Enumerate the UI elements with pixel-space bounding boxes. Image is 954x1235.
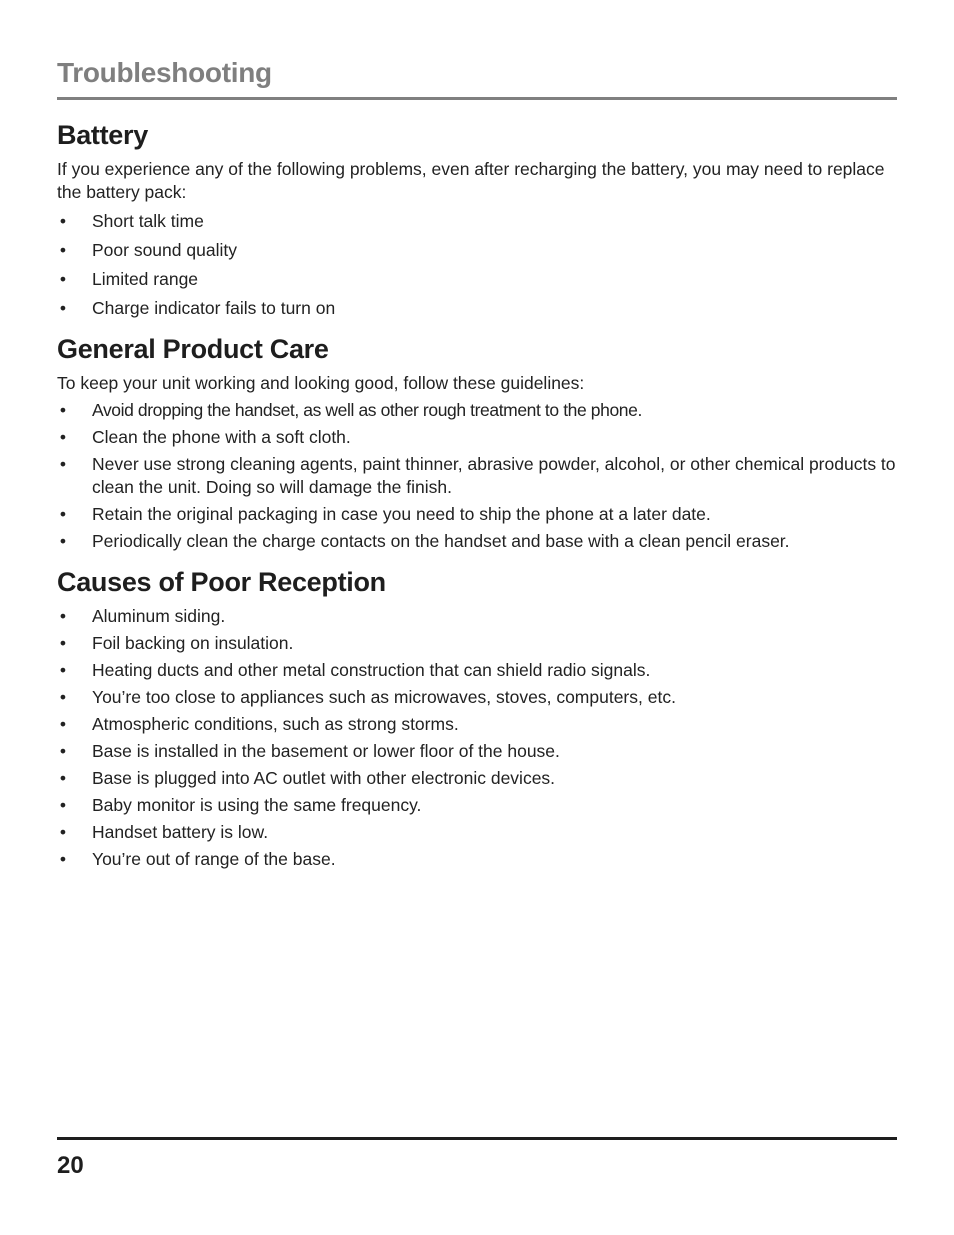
page-title: Troubleshooting bbox=[57, 57, 272, 88]
list-item-text: Never use strong cleaning agents, paint thinner, abrasive powder, alcohol, or other chemical products to clean the unit. Doing so will damage the finish. bbox=[92, 454, 896, 497]
list-item bbox=[57, 426, 897, 449]
list-item bbox=[57, 848, 897, 871]
list-item-text: Periodically clean the charge contacts on the handset and base with a clean pencil eraser. bbox=[92, 531, 790, 551]
bullet-icon: • bbox=[59, 606, 67, 626]
list-item bbox=[57, 503, 897, 526]
list-item bbox=[57, 297, 897, 320]
list-item-text: You’re out of range of the base. bbox=[92, 849, 336, 869]
list-item-text: Clean the phone with a soft cloth. bbox=[92, 427, 351, 447]
list-item-text: Charge indicator fails to turn on bbox=[92, 298, 336, 318]
product-care-section bbox=[57, 330, 897, 553]
list-item-text: Baby monitor is using the same frequency. bbox=[92, 795, 422, 815]
bullet-icon: • bbox=[59, 633, 67, 653]
bullet-icon: • bbox=[59, 298, 67, 318]
bullet-icon: • bbox=[59, 822, 67, 842]
bullet-icon: • bbox=[59, 269, 67, 289]
battery-section bbox=[57, 116, 897, 320]
list-item bbox=[57, 530, 897, 553]
battery-heading: Battery bbox=[57, 120, 148, 150]
list-item bbox=[57, 632, 897, 655]
list-item bbox=[57, 210, 897, 233]
bullet-icon: • bbox=[59, 849, 67, 869]
poor-reception-list bbox=[57, 605, 897, 871]
product-care-heading: General Product Care bbox=[57, 334, 329, 364]
list-item bbox=[57, 740, 897, 763]
list-item-text: Foil backing on insulation. bbox=[92, 633, 294, 653]
bullet-icon: • bbox=[59, 714, 67, 734]
page-number: 20 bbox=[57, 1152, 84, 1179]
list-item-text: Poor sound quality bbox=[92, 240, 237, 260]
list-item-text: Heating ducts and other metal construction that can shield radio signals. bbox=[92, 660, 651, 680]
list-item-text: Base is installed in the basement or lower floor of the house. bbox=[92, 741, 560, 761]
list-item bbox=[57, 453, 897, 499]
list-item bbox=[57, 821, 897, 844]
bullet-icon: • bbox=[59, 454, 67, 474]
page-header bbox=[57, 54, 897, 92]
poor-reception-heading: Causes of Poor Reception bbox=[57, 567, 386, 597]
bullet-icon: • bbox=[59, 240, 67, 260]
header-divider bbox=[57, 97, 897, 100]
list-item-text: You’re too close to appliances such as microwaves, stoves, computers, etc. bbox=[92, 687, 676, 707]
list-item-text: Atmospheric conditions, such as strong storms. bbox=[92, 714, 459, 734]
bullet-icon: • bbox=[59, 795, 67, 815]
list-item-text: Limited range bbox=[92, 269, 199, 289]
bullet-icon: • bbox=[59, 660, 67, 680]
list-item bbox=[57, 767, 897, 790]
list-item-text: Aluminum siding. bbox=[92, 606, 226, 626]
list-item-text: Base is plugged into AC outlet with other electronic devices. bbox=[92, 768, 556, 788]
poor-reception-section bbox=[57, 563, 897, 871]
product-care-intro: To keep your unit working and looking good, follow these guidelines: bbox=[57, 373, 585, 393]
list-item bbox=[57, 659, 897, 682]
battery-list bbox=[57, 210, 897, 320]
list-item-text: Avoid dropping the handset, as well as other rough treatment to the phone. bbox=[92, 400, 642, 420]
list-item-text: Short talk time bbox=[92, 211, 204, 231]
bullet-icon: • bbox=[59, 768, 67, 788]
bullet-icon: • bbox=[59, 427, 67, 447]
list-item bbox=[57, 399, 897, 422]
list-item bbox=[57, 713, 897, 736]
bullet-icon: • bbox=[59, 531, 67, 551]
main-content bbox=[57, 116, 897, 871]
list-item bbox=[57, 605, 897, 628]
list-item bbox=[57, 686, 897, 709]
list-item-text: Handset battery is low. bbox=[92, 822, 269, 842]
footer-divider bbox=[57, 1137, 897, 1140]
bullet-icon: • bbox=[59, 211, 67, 231]
list-item bbox=[57, 794, 897, 817]
list-item bbox=[57, 268, 897, 291]
product-care-list bbox=[57, 399, 897, 553]
bullet-icon: • bbox=[59, 400, 67, 420]
battery-intro: If you experience any of the following problems, even after recharging the battery, you may need to replace the battery pack: bbox=[57, 159, 885, 202]
bullet-icon: • bbox=[59, 504, 67, 524]
list-item-text: Retain the original packaging in case you need to ship the phone at a later date. bbox=[92, 504, 711, 524]
bullet-icon: • bbox=[59, 741, 67, 761]
list-item bbox=[57, 239, 897, 262]
bullet-icon: • bbox=[59, 687, 67, 707]
